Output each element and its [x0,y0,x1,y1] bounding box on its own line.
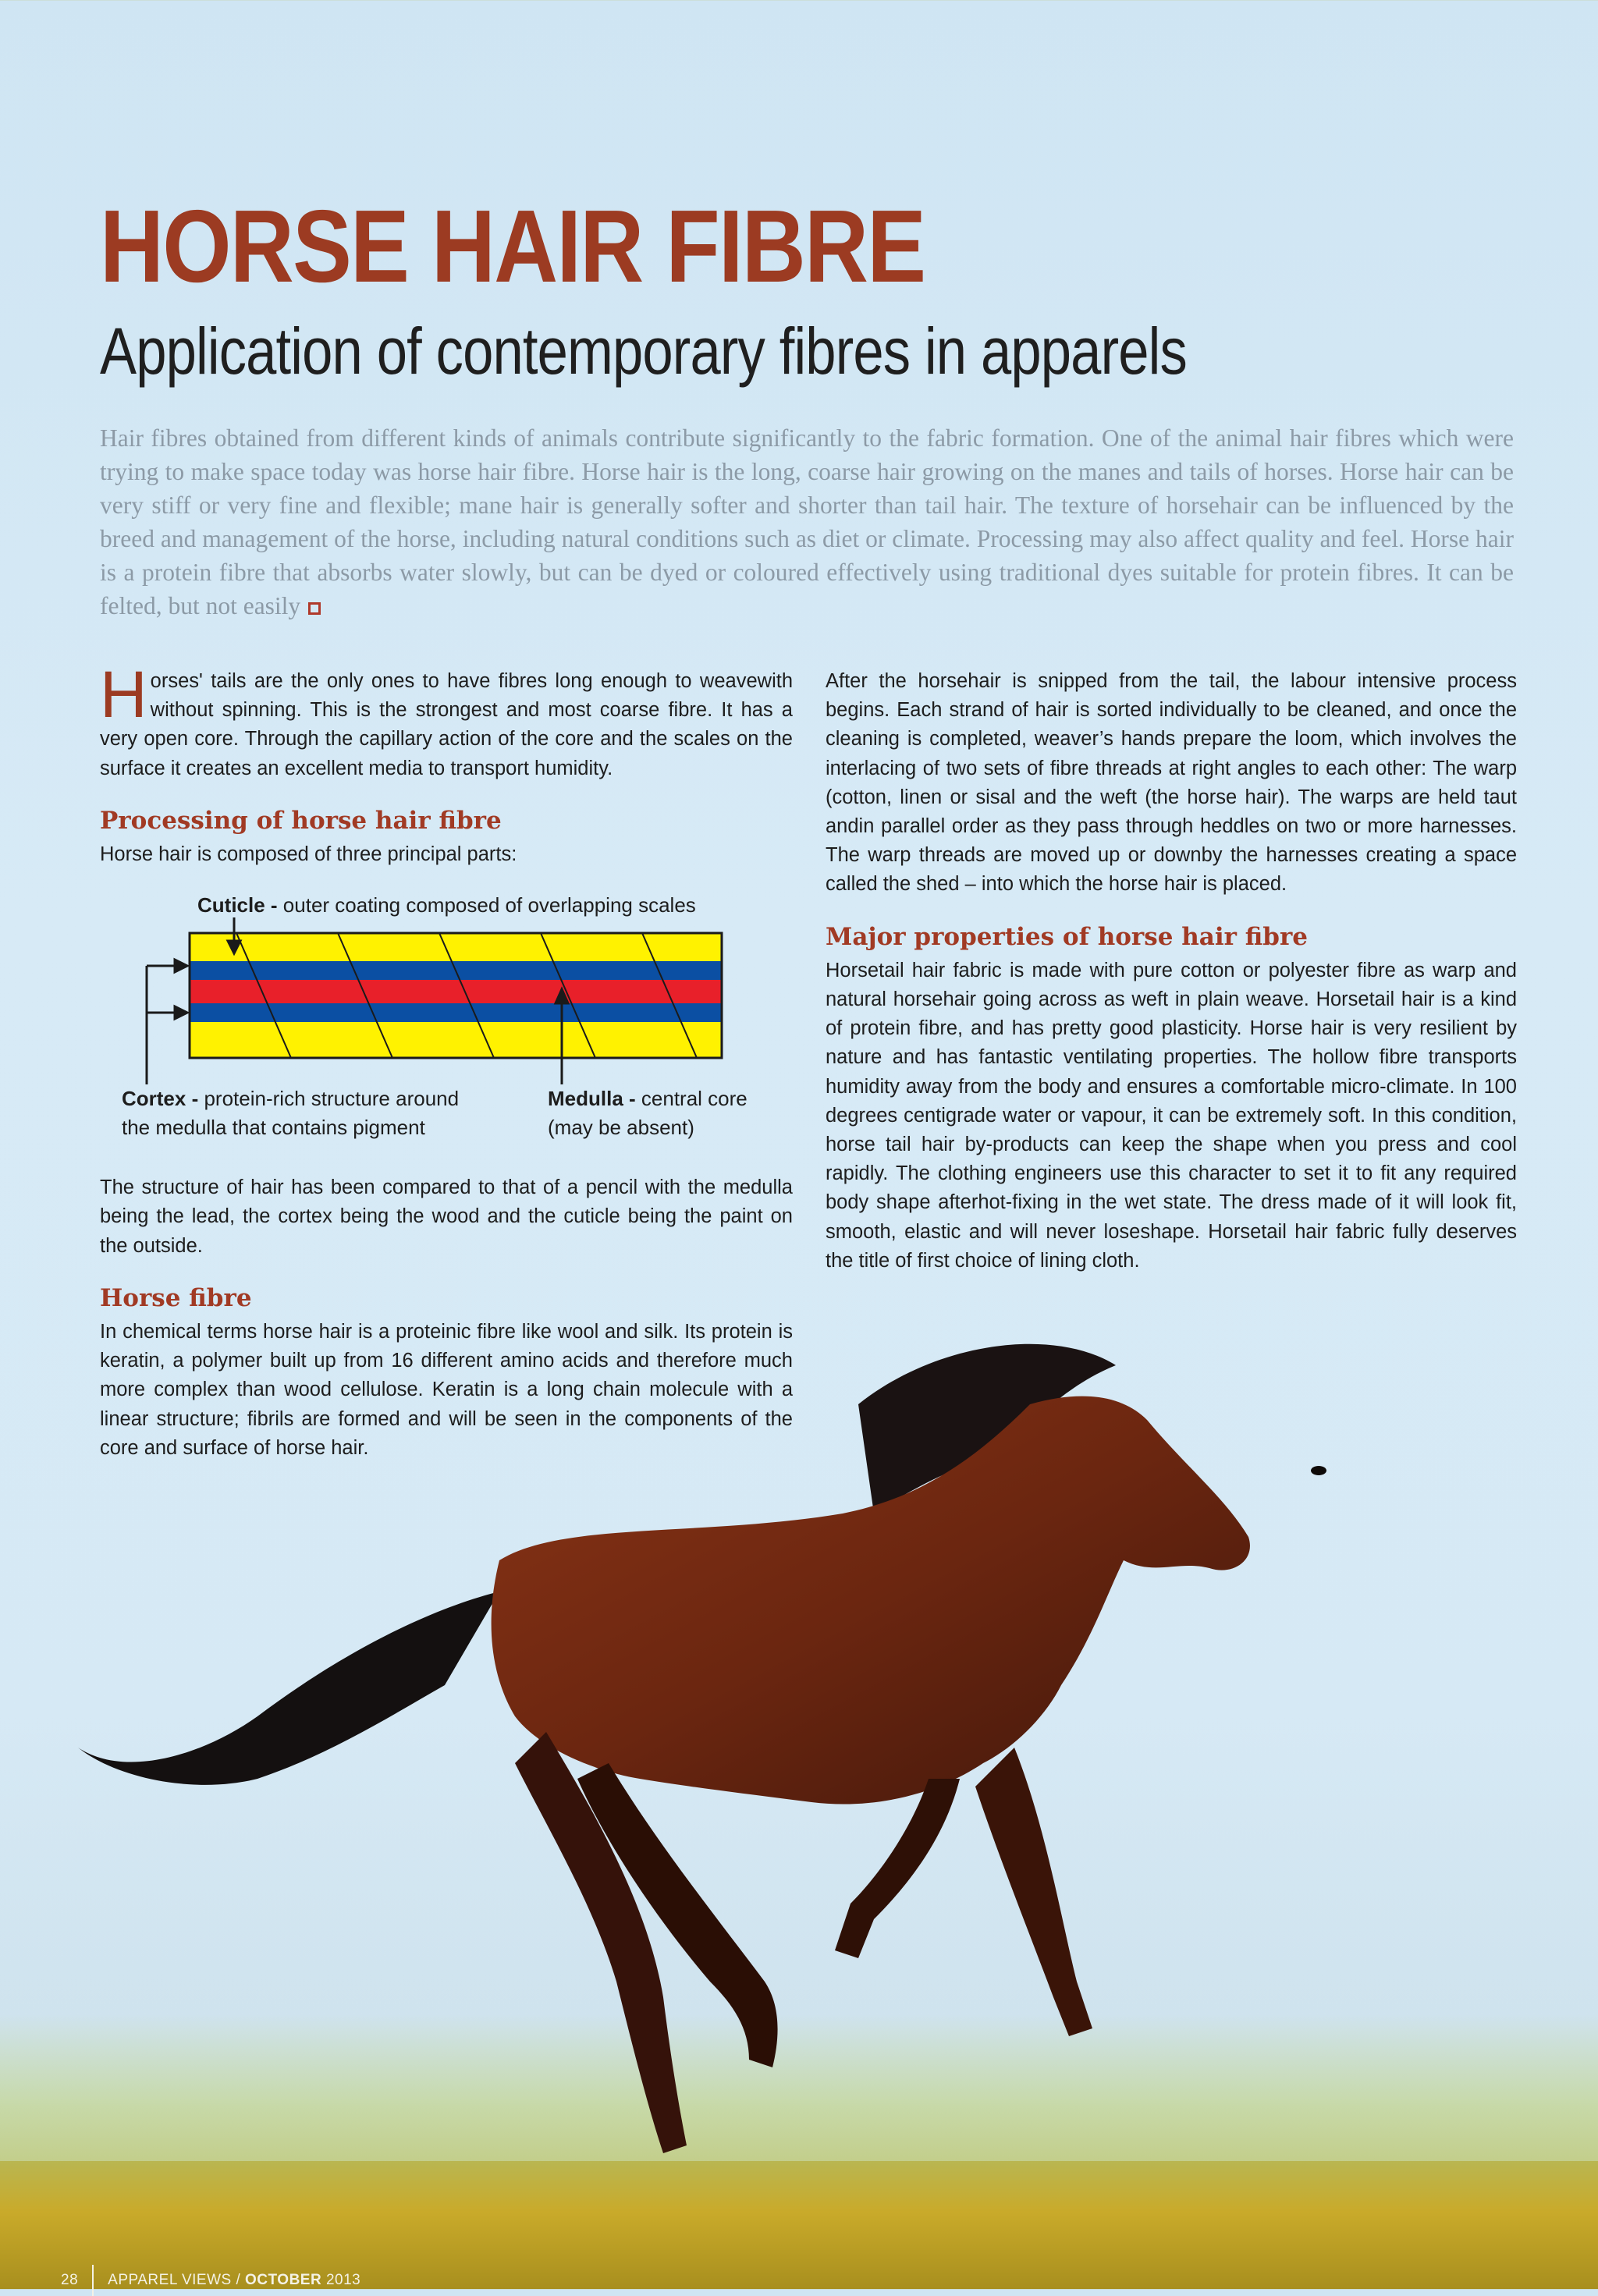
processing-text: Horse hair is composed of three principal parts: [100,843,517,866]
intro-paragraph [100,421,1514,623]
medulla-label [548,1084,782,1142]
horse-tail [78,1592,499,1785]
process-paragraph: After the horsehair is snipped from the tail, the labour intensive process begins. Each strand of hair is sorted individually to be cleaned, and once the cleaning is completed, weaver’s hands prepare the loom, which involves the interlacing of two sets of fibre threads at right angles to each other: The warp (cotton, linen or sisal and the weft (the horse hair). The warps are held taut andin parallel order as they pass through heddles on two or more harnesses. The warp threads are moved up or downby the harnesses creating a space called the shed – into which the horse hair is placed. [826,670,1517,896]
medulla-layer [190,980,722,1003]
properties-text: Horsetail hair fabric is made with pure cotton or polyester fibre as warp and natural horsehair going across as weft in plain weave. Horsetail hair is a kind of protein fibre, and has pretty good plasticity. Horse hair is very resilient by nature and has fantastic ventilating properties. The hollow fibre transports humidity away from the body and ensures a comfortable micro-climate. In 100 degrees centigrade water or vapour, it can be extremely soft. In this condition, horse tail hair by-products can keep the shape when you press and cool rapidly. The clothing engineers use this character to set it to fit any required body shape afterhot-fixing in the wet state. The dress made of it will look fit, smooth, elastic and will never loseshape. Horsetail hair fabric fully deserves the title of first choice of lining cloth. [826,959,1517,1272]
cortex-term: Cortex - [122,1087,199,1111]
footer-divider [92,2265,94,2296]
medulla-term: Medulla - [548,1087,636,1111]
horse-eye [1311,1466,1326,1475]
cortex-label [122,1084,488,1142]
cuticle-description: outer coating composed of overlapping scales [277,893,696,917]
page-footer [61,2265,360,2296]
publication-year: 2013 [321,2272,361,2289]
page-title: HORSE HAIR FIBRE [100,189,925,303]
structure-paragraph: The structure of hair has been compared to that of a pencil with the medulla being the lead, the cortex being the wood and the cuticle being the paint on the outside. [100,1176,793,1257]
right-column [826,667,1517,1276]
page-number: 28 [61,2272,79,2289]
drop-cap: H [100,658,147,731]
publication-name: APPAREL VIEWS / [108,2272,246,2289]
medulla-description: central core (may be absent) [548,1087,748,1140]
cortex-description: protein-rich structure around the medulla that contains pigment [122,1087,460,1140]
page-subtitle: Application of contemporary fibres in apparels [100,314,1187,388]
end-mark-icon [308,602,321,615]
horse-fibre-text: In chemical terms horse hair is a proteinic fibre like wool and silk. Its protein is keratin, a polymer built up from 16 different amino acids and therefore much more complex than wood cellulose. Keratin is a long chain molecule with a linear structure; fibrils are formed and will be seen in the components of the core and surface of horse hair. [100,1321,793,1459]
opening-paragraph [100,658,793,783]
hair-structure-diagram [100,891,793,1164]
properties-heading: Major properties of horse hair fibre [826,922,1309,951]
cuticle-label [197,891,696,920]
opening-text: orses' tails are the only ones to have fibres long enough to weavewith without spinning. This is the strongest and most coarse fibre. It has a very open core. Through the capillary action of the core and the scales on the surface it creates an excellent media to transport humidity. [100,670,793,779]
horse-figure [78,1344,1326,2153]
processing-heading: Processing of horse hair fibre [100,806,502,835]
galloping-horse-photo [0,1279,1598,2289]
cortex-layer-bottom [190,1003,722,1022]
horse-front-leg-1 [975,1748,1092,2036]
cuticle-term: Cuticle - [197,893,278,917]
horse-front-leg-2 [835,1779,960,1958]
horse-fibre-heading: Horse fibre [100,1283,252,1312]
intro-text: Hair fibres obtained from different kinds of animals contribute significantly to the fabric formation. One of the animal hair fibres which were trying to make space today was horse hair fibre. Horse hair is the long, coarse hair growing on the manes and tails of horses. Horse hair can be very stiff or very fine and flexible; mane hair is generally softer and shorter than tail hair. The texture of horsehair can be influenced by the breed and management of the horse, including natural conditions such as diet or climate. Processing may also affect quality and feel. Horse hair is a protein fibre that absorbs water slowly, but can be dyed or coloured effectively using traditional dyes suitable for protein fibres. It can be felted, but not easily [100,424,1514,619]
publication-month: OCTOBER [245,2272,322,2289]
